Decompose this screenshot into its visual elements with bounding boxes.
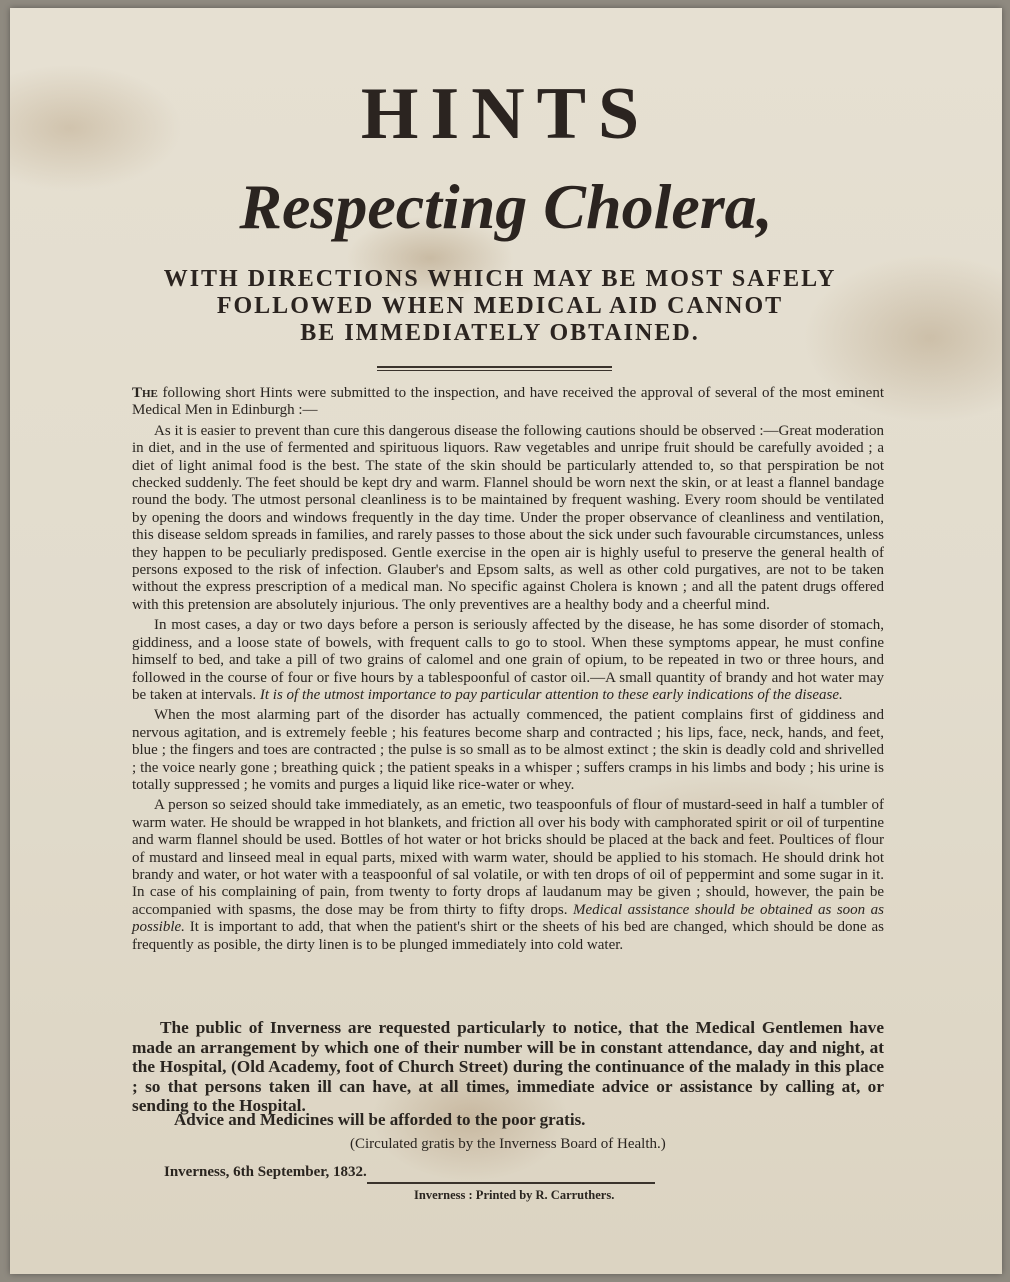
- treatment-tail: It is important to add, that when the patient's shirt or the sheets of his bed are changed, which should be done as frequently as posible, the dirty linen is to be plunged immediately into cold water.: [132, 919, 884, 953]
- symptoms-paragraph: When the most alarming part of the disorder has actually commenced, the patient complains first of giddiness and nervous agitation, and is extremely feeble ; his features become sharp and contracted ; his lips, face, neck, hands, and feet, blue ; the fingers and toes are contracted ; the pulse is so small as to be almost extinct ; the skin is deadly cold and shrivelled ; the voice nearly gone ; breathing quick ; the patient speaks in a whisper ; suffers cramps in his limbs and body ; his urine is totally suppressed ; he vomits and purges a liquid like rice-water or whey.: [132, 707, 884, 793]
- document-title: HINTS: [360, 73, 652, 155]
- treatment-text: A person so seized should take immediately, as an emetic, two teaspoonfuls of flour of mustard-seed in half a tumbler of warm water. He should be wrapped in hot blankets, and friction all over his body with camphorated spirit or oil of turpentine and warm flannel should be used. Bottles of hot water or hot bricks should be placed at the back and feet. Poultices of flour of mustard and linseed meal in equal parts, mixed with warm water, should be applied to his stomach. He should drink hot brandy and water, or hot water with a teaspoonful of sal volatile, or with ten drops of oil of peppermint and some sugar in it. In case of his complaining of pain, from twenty to forty drops af laudanum may be given ; should, however, the pain be accompanied with spasms, the dose may be from thirty to fifty drops.: [132, 797, 884, 918]
- early-symptoms-paragraph: [132, 617, 884, 704]
- directions-heading: [110, 266, 890, 347]
- dateline: Inverness, 6th September, 1832.: [164, 1164, 367, 1180]
- directions-line: WITH DIRECTIONS WHICH MAY BE MOST SAFELY: [163, 266, 837, 292]
- treatment-emphasis: Medical assistance should be obtained as soon as possible.: [132, 901, 884, 936]
- circulated-line: (Circulated gratis by the Inverness Board of Health.): [350, 1136, 666, 1152]
- printer-imprint: Inverness : Printed by R. Carruthers.: [414, 1188, 615, 1202]
- body-text: [132, 385, 884, 957]
- intro-paragraph: [132, 385, 884, 420]
- intro-text: following short Hints were submitted to the inspection, and have received the approval of several of the most eminent Medical Men in Edinburgh :—: [132, 385, 884, 419]
- directions-line: FOLLOWED WHEN MEDICAL AID CANNOT: [216, 293, 784, 319]
- document-subtitle: Respecting Cholera,: [239, 171, 773, 242]
- treatment-paragraph: [132, 797, 884, 954]
- heading-divider: [377, 366, 612, 371]
- public-notice: The public of Inverness are requested particularly to notice, that the Medical Gentlemen have made an arrangement by which one of their number will be in constant attendance, day and night, at the Hospital, (Old Academy, foot of Church Street) during the continuance of the malady in this place ; so that persons taken ill can have, at all times, immediate advice or assistance by calling at, or sending to the Hospital.: [132, 1018, 884, 1115]
- advice-line: Advice and Medicines will be afforded to the poor gratis.: [174, 1110, 586, 1129]
- notice-sheet: [10, 8, 1002, 1274]
- early-symptoms-text: In most cases, a day or two days before a person is seriously affected by the disease, he has some disorder of stomach, giddiness, and a loose state of bowels, with frequent calls to go to stool. When these symptoms appear, he must confine himself to bed, and take a pill of two grains of calomel and one grain of opium, to be repeated in two or three hours, and followed in the course of four or five hours by a tablespoonful of castor oil.—A small quantity of brandy and hot water may be taken at intervals.: [132, 617, 884, 703]
- prevention-paragraph: As it is easier to prevent than cure this dangerous disease the following cautions should be observed :—Great moderation in diet, and in the use of fermented and spirituous liquors. Raw vegetables and unripe fruit should be carefully avoided ; a diet of light animal food is the best. The state of the skin should be particularly attended to, so that perspiration be not checked suddenly. The feet should be kept dry and warm. Flannel should be worn next the skin, or at least a flannel bandage round the body. The utmost personal cleanliness is to be maintained by frequent washing. Every room should be ventilated by opening the doors and windows frequently in the day time. Under the proper observance of cleanliness and ventilation, this disease seldom spreads in families, and rarely passes to those about the sick under such favourable circumstances, unless they happen to be peculiarly predisposed. Gentle exercise in the open air is highly useful to preserve the general health of persons exposed to the risk of infection. Glauber's and Epsom salts, as well as other cold purgatives, are not to be taken without the express prescription of a medical man. No specific against Cholera is known ; and all the patent drugs offered with this pretension are absolutely injurious. The only preventives are a healthy body and a cheerful mind.: [132, 422, 884, 613]
- printer-divider: [367, 1182, 655, 1184]
- intro-lead: The: [132, 385, 158, 401]
- directions-line: BE IMMEDIATELY OBTAINED.: [300, 320, 700, 346]
- early-symptoms-emphasis: It is of the utmost importance to pay particular attention to these early indications of the disease.: [259, 686, 843, 703]
